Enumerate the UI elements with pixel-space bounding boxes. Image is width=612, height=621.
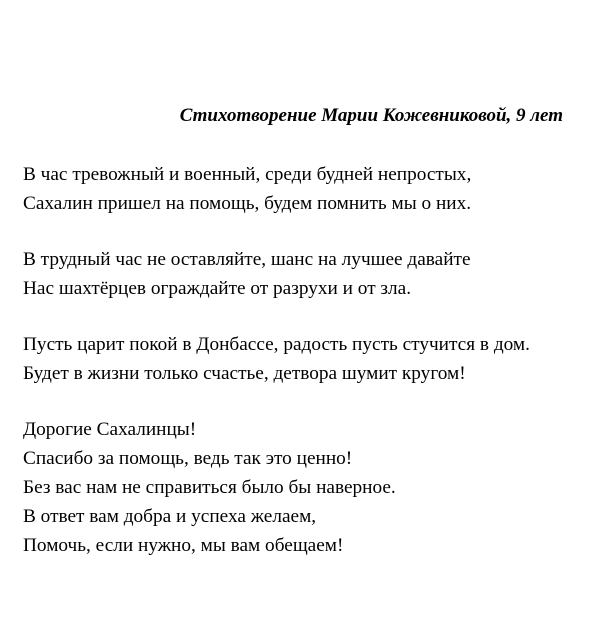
poem-line: Дорогие Сахалинцы! xyxy=(23,419,197,440)
poem-line: Помочь, если нужно, мы вам обещаем! xyxy=(23,535,344,556)
poem-line: Будет в жизни только счастье, детвора шумит кругом! xyxy=(23,363,466,384)
stanza-2 xyxy=(23,245,608,303)
poem-title: Стихотворение Марии Кожевниковой, 9 лет xyxy=(179,105,563,126)
poem-line: Нас шахтёрцев ограждайте от разрухи и от зла. xyxy=(23,278,412,299)
stanza-4 xyxy=(23,415,608,560)
poem-line: Сахалин пришел на помощь, будем помнить мы о них. xyxy=(23,193,472,214)
poem-line: Без вас нам не справиться было бы наверное. xyxy=(23,477,396,498)
poem-line: Пусть царит покой в Донбассе, радость пусть стучится в дом. xyxy=(23,334,530,355)
poem-line: В трудный час не оставляйте, шанс на лучшее давайте xyxy=(23,249,471,270)
poem-line: В час тревожный и военный, среди будней непростых, xyxy=(23,164,472,185)
stanza-3 xyxy=(23,330,608,388)
stanza-1 xyxy=(23,160,608,218)
poem-line: В ответ вам добра и успеха желаем, xyxy=(23,506,317,527)
poem-line: Спасибо за помощь, ведь так это ценно! xyxy=(23,448,353,469)
poem-body xyxy=(23,160,608,587)
